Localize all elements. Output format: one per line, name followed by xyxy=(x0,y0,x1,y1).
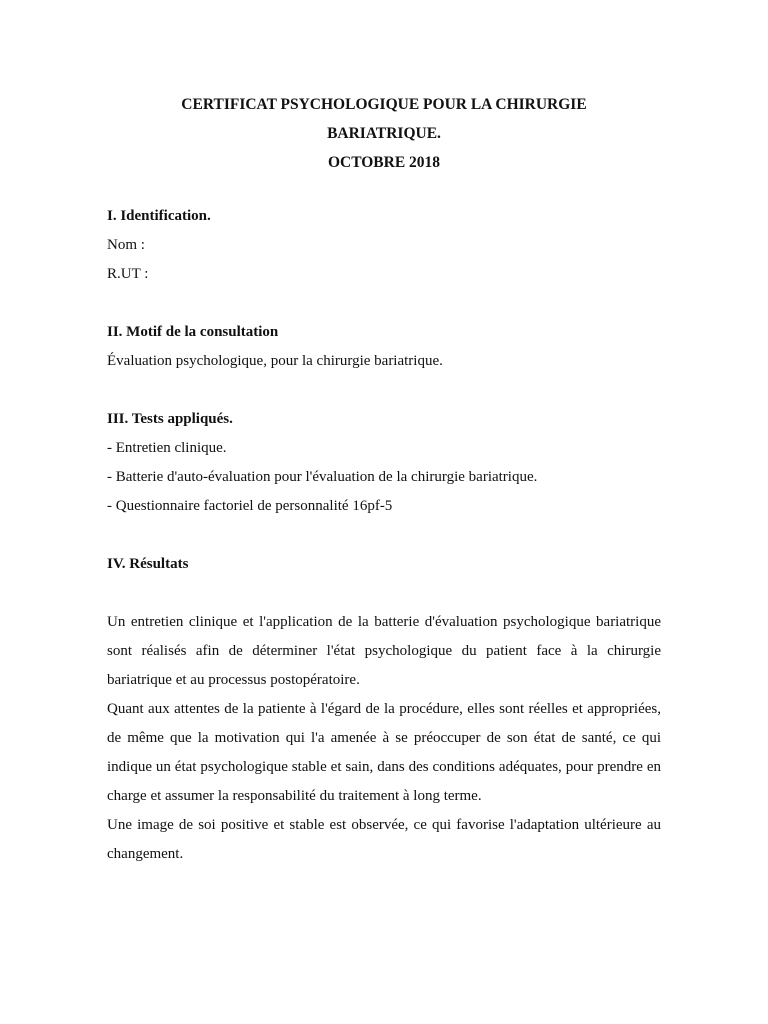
title-line-2: BARIATRIQUE. xyxy=(327,125,441,142)
motif-text: Évaluation psychologique, pour la chirurgie bariatrique. xyxy=(107,353,443,369)
results-paragraph-1: Un entretien clinique et l'application de la batterie d'évaluation psychologique bariatrique sont réalisés afin de déterminer l'état psychologique du patient face à la chirurgie bariatrique et au processus postopératoire. xyxy=(107,614,661,688)
results-paragraph-2: Quant aux attentes de la patiente à l'égard de la procédure, elles sont réelles et appropriées, de même que la motivation qui l'a amenée à se préoccuper de son état de santé, ce qui indique un état psychologique stable et sain, dans des conditions adéquates, pour prendre en charge et assumer la responsabilité du traitement à long terme. xyxy=(107,701,661,804)
spacer xyxy=(107,376,661,405)
spacer xyxy=(107,289,661,318)
section-results-heading: IV. Résultats xyxy=(107,556,189,572)
section-identification-heading: I. Identification. xyxy=(107,208,211,224)
section-motif-heading: II. Motif de la consultation xyxy=(107,324,279,340)
section-tests-heading: III. Tests appliqués. xyxy=(107,411,233,427)
test-item-3: - Questionnaire factoriel de personnalité 16pf-5 xyxy=(107,498,393,514)
document-body xyxy=(107,202,661,869)
document-title xyxy=(0,90,768,177)
rut-label: R.UT : xyxy=(107,266,149,282)
test-item-2: - Batterie d'auto-évaluation pour l'évaluation de la chirurgie bariatrique. xyxy=(107,469,538,485)
name-label: Nom : xyxy=(107,237,145,253)
title-line-1: CERTIFICAT PSYCHOLOGIQUE POUR LA CHIRURGIE xyxy=(181,96,587,113)
spacer xyxy=(107,521,661,550)
results-paragraph-3: Une image de soi positive et stable est observée, ce qui favorise l'adaptation ultérieure au changement. xyxy=(107,817,661,862)
test-item-1: - Entretien clinique. xyxy=(107,440,227,456)
spacer xyxy=(107,579,661,608)
title-line-3: OCTOBRE 2018 xyxy=(327,154,441,171)
